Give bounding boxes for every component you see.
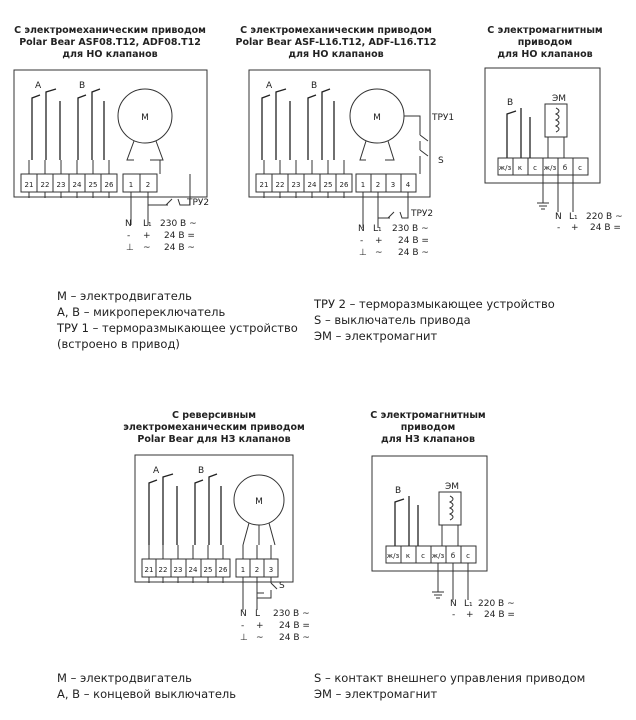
diagram-5-terminal-6: с [466,552,470,560]
diagram-2-terminal-26: 26 [339,181,349,189]
diagram-1-title-line-3: для НО клапанов [62,49,158,60]
diagram-4-supply-3-b: ~ [256,633,264,643]
diagram-1-supply-3-a: ⊥ [126,243,134,253]
legend-bottom-right [314,670,585,702]
diagram-1-terminal-24: 24 [72,181,82,189]
diagram-1 [14,25,209,253]
diagram-5-terminal-4: ж/з [431,552,445,560]
diagram-4-terminal-3: 3 [268,566,274,574]
diagram-5-supply-1-b: L₁ [464,599,473,609]
diagram-3-supply-1-a: N [555,212,562,222]
diagram-2-supply-2-a: - [360,236,364,246]
diagram-2-terminal-4: 4 [405,181,411,189]
diagram-3-terminal-5: б [562,164,568,172]
diagram-2-supply-1-b: L₁ [373,224,382,234]
diagram-5-terminal-2: к [405,552,411,560]
diagram-5-supply-2-b: + [466,610,474,620]
legend-item: A, B – концевой выключатель [57,687,237,701]
diagram-4-switch-b [195,474,221,545]
diagram-3-terminal-1: ж/з [498,164,512,172]
diagram-4 [123,410,310,643]
diagram-1-terminal-1: 1 [128,181,134,189]
diagram-4-terminal-23: 23 [173,566,183,574]
legend-item: A, B – микропереключатель [57,305,226,319]
diagram-1-motor-label: M [141,113,149,123]
diagram-4-supply-2-c: 24 В = [279,621,310,631]
diagram-5-terminal-5: б [450,552,456,560]
diagram-4-switch-a [149,474,177,545]
diagram-5 [370,410,515,620]
diagram-2-terminal-22: 22 [275,181,285,189]
diagram-1-supply-2-b: + [143,231,151,241]
diagram-5-supply-2-c: 24 В = [484,610,515,620]
diagram-2-tru2-label: ТРУ2 [411,209,434,219]
diagram-4-motor-label: M [255,497,263,507]
diagram-2-title-line-2: Polar Bear ASF-L16.T12, ADF-L16.T12 [235,37,437,48]
diagram-1-terminal-21: 21 [24,181,34,189]
diagram-3-terminal-4: ж/з [543,164,557,172]
legend-item: S – выключатель привода [314,313,471,327]
diagram-5-supply-1-a: N [450,599,457,609]
diagram-4-supply-3-c: 24 В ~ [279,633,310,643]
diagram-4-terminal-22: 22 [158,566,168,574]
diagram-5-title-line-1: С электромагнитным [370,410,486,421]
diagram-5-terminal-1: ж/з [386,552,400,560]
diagram-4-title-line-2: электромеханическим приводом [123,422,305,433]
legend-item: ЭМ – электромагнит [314,329,438,343]
diagram-2-supply-3-b: ~ [375,248,383,258]
diagram-4-supply-3-a: ⊥ [240,633,248,643]
diagram-2-title-line-1: С электромеханическим приводом [240,25,432,36]
diagram-1-terminal-2: 2 [145,181,151,189]
diagram-1-terminal-25: 25 [88,181,98,189]
diagram-3-terminal-2: к [517,164,523,172]
legend-item: S – контакт внешнего управления приводом [314,671,586,685]
diagram-2-motor-label: M [373,113,381,123]
legend-item: M – электродвигатель [57,671,192,685]
diagram-3-title-line-2: приводом [517,37,573,48]
diagram-1-supply-3-b: ~ [143,243,151,253]
diagram-1-terminal-23: 23 [56,181,66,189]
legend-top-right [314,296,555,344]
diagram-2-label-a: A [266,81,273,91]
diagram-1-title-line-1: С электромеханическим приводом [14,25,206,36]
diagram-5-supply-2-a: - [452,610,456,620]
diagram-2-tru1-label: ТРУ1 [432,113,455,123]
diagram-2-label-b: B [311,81,318,91]
diagram-4-terminal-25: 25 [203,566,213,574]
diagram-1-switch-b [78,89,104,160]
diagram-3-em-label: ЭМ [552,94,567,104]
diagram-4-supply-2-b: + [256,621,264,631]
diagram-3-switch-b [507,108,530,158]
legend-item: ТРУ 2 – терморазмыкающее устройство [314,297,555,311]
diagram-4-label-b: B [198,466,205,476]
diagram-4-title-line-1: С реверсивным [172,410,256,421]
diagram-5-switch-b [395,496,418,546]
diagram-5-terminal-3: с [421,552,425,560]
diagram-1-supply-1-a: N [125,219,132,229]
legend-top-left [57,288,298,352]
diagram-4-terminal-24: 24 [188,566,198,574]
diagram-1-supply-2-a: - [127,231,131,241]
diagram-2-terminal-3: 3 [390,181,396,189]
diagram-5-title-line-2: приводом [400,422,456,433]
diagram-4-title-line-3: Polar Bear для НЗ клапанов [137,434,291,445]
diagram-4-terminal-2: 2 [254,566,260,574]
diagram-1-tru2-label: ТРУ2 [187,198,210,208]
diagram-2-supply-2-c: 24 В = [398,236,429,246]
diagram-4-supply-2-a: - [241,621,245,631]
diagram-3-supply-2-b: + [571,223,579,233]
diagram-2-switch-b [308,89,334,160]
diagram-3-supply-2-a: - [557,223,561,233]
diagram-3-title-line-1: С электромагнитным [487,25,603,36]
diagram-2-supply-2-b: + [375,236,383,246]
legend-item: M – электродвигатель [57,289,192,303]
legend-item: ЭМ – электромагнит [314,687,438,701]
diagram-1-terminal-26: 26 [104,181,114,189]
diagram-5-supply-1-c: 220 В ~ [478,599,515,609]
diagram-3-supply-1-b: L₁ [569,212,578,222]
diagram-1-label-b: B [79,81,86,91]
diagram-1-title-line-2: Polar Bear ASF08.T12, ADF08.T12 [19,37,201,48]
diagram-4-s-label: S [279,581,285,591]
diagram-2-title-line-3: для НО клапанов [288,49,384,60]
diagram-1-label-a: A [35,81,42,91]
diagram-2-supply-3-c: 24 В ~ [398,248,429,258]
diagram-1-housing [14,70,207,197]
diagram-5-label-b: B [395,486,402,496]
diagram-4-label-a: A [153,466,160,476]
diagram-2-terminal-23: 23 [291,181,301,189]
diagram-2-terminal-21: 21 [259,181,269,189]
diagram-2-supply-1-a: N [358,224,365,234]
diagram-2-switch-a [262,89,290,160]
legend-item: ТРУ 1 – терморазмыкающее устройство [57,321,298,335]
diagram-3-terminal-6: с [578,164,582,172]
diagram-1-terminal-22: 22 [40,181,50,189]
diagram-2-supply-1-c: 230 В ~ [392,224,429,234]
diagram-2-terminal-1: 1 [360,181,366,189]
diagram-1-supply-1-c: 230 В ~ [160,219,197,229]
diagram-2 [235,25,454,258]
diagram-4-supply-1-a: N [240,609,247,619]
diagram-3-supply-1-c: 220 В ~ [586,212,623,222]
diagram-2-terminal-2: 2 [375,181,381,189]
diagram-3-terminal-3: с [533,164,537,172]
diagram-3 [485,25,623,233]
diagram-2-terminal-25: 25 [323,181,333,189]
diagram-1-supply-1-b: L₁ [143,219,152,229]
diagram-4-terminal-1: 1 [240,566,246,574]
diagram-5-em-label: ЭМ [445,482,460,492]
diagram-2-s-label: S [438,156,444,166]
diagram-5-title-line-3: для НЗ клапанов [381,434,475,445]
diagram-3-label-b: B [507,98,514,108]
diagram-5-coil-icon [442,496,458,546]
diagram-1-switch-a [32,89,60,160]
diagram-1-supply-3-c: 24 В ~ [164,243,195,253]
diagram-2-terminal-24: 24 [307,181,317,189]
diagram-3-coil-icon [548,108,564,158]
diagram-4-supply-1-b: L [255,609,261,619]
diagram-4-terminal-26: 26 [218,566,228,574]
diagram-3-supply-2-c: 24 В = [590,223,621,233]
diagram-3-title-line-3: для НО клапанов [497,49,593,60]
diagram-2-supply-3-a: ⊥ [359,248,367,258]
diagram-1-supply-2-c: 24 В = [164,231,195,241]
diagram-4-supply-1-c: 230 В ~ [273,609,310,619]
legend-bottom-left [57,670,236,702]
diagram-4-terminal-21: 21 [144,566,154,574]
legend-item: (встроено в привод) [57,337,180,351]
